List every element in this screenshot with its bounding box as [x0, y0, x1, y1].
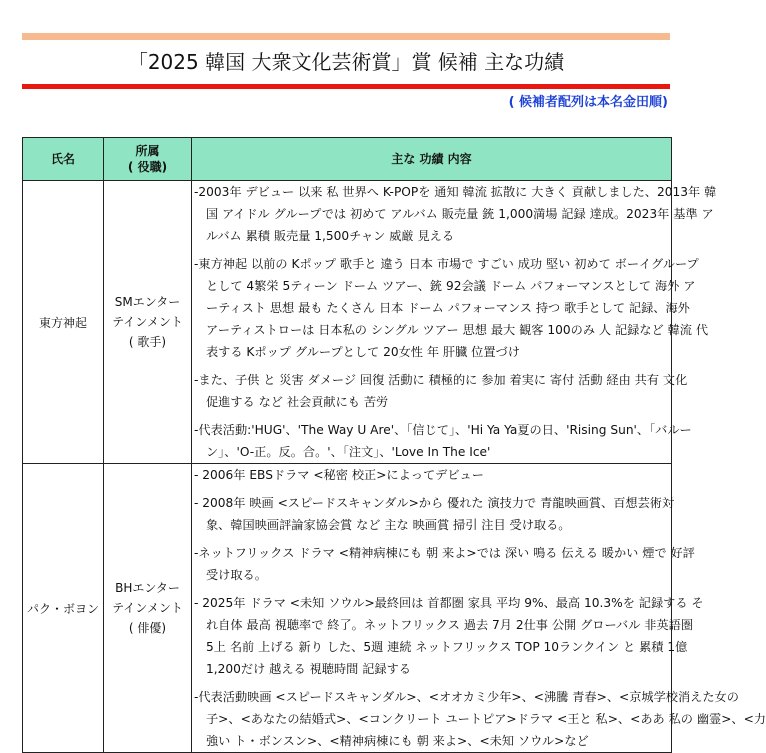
achievement-item [192, 369, 688, 413]
achievement-line: 国 アイドル グループでは 初めて アルバム 販売量 銃 1,000満場 記録 達成。2023年 基準 ア [206, 207, 714, 221]
header-name: 氏名 [23, 138, 104, 181]
achievement-line: 受け取る。 [206, 568, 267, 582]
header-org-line2: ( 役職) [127, 160, 168, 174]
nominee-name: パク・ボヨン [23, 464, 104, 753]
ordering-note: ( 候補者配列は本名金田順) [508, 95, 668, 110]
achievement-line: -東方神起 以前の Kポップ 歌手と 違う 日本 市場で すごい 成功 堅い 初めて ボーイグループ [194, 257, 699, 271]
achievement-line: れ自体 最高 視聴率で 終了。ネットフリックス 過去 7月 2仕事 公開 グローバル 非英語圏 [206, 618, 694, 632]
header-org-line1: 所属 [135, 144, 160, 158]
achievement-item [192, 686, 766, 752]
achievement-line: 促進する など 社会貢献にも 苦労 [206, 395, 389, 409]
achievement-item [192, 419, 692, 463]
nominee-agency [104, 464, 192, 753]
achievement-line: ーティスト 思想 最も たくさん 日本 ドーム パフォーマンス 持つ 歌手として 記録、海外 [206, 301, 690, 315]
achievement-item [192, 464, 671, 486]
nominee-agency [104, 181, 192, 464]
achievement-line: 象、韓国映画評論家協会賞 など 主な 映画賞 掃引 注目 受け取る。 [206, 518, 571, 532]
table-header-row [23, 138, 672, 181]
achievement-line: 5上 名前 上げる 新り した、5週 連続 ネットフリックス TOP 10ランクイン と 累積 1億 [206, 640, 688, 654]
achievement-line: 強い ト・ボンスン>、<精神病棟にも 朝 来よ>、<未知 ソウル>など [206, 734, 589, 748]
title-underline-bar [22, 84, 670, 89]
achievements-table [22, 137, 766, 753]
agency-line: SMエンター [114, 295, 181, 309]
agency-line: テインメント [112, 601, 183, 615]
achievement-line: -代表活動映画 <スピードスキャンダル>、<オオカミ少年>、<沸騰 青春>、<京城学校消えた女の [194, 690, 739, 704]
agency-line: ( 俳優) [128, 621, 167, 635]
achievement-line: 1,200だけ 越える 視聴時間 記録する [206, 662, 411, 676]
achievement-line: - 2025年 ドラマ <未知 ソウル>最終回は 首都圏 家具 平均 9%、最高 10.3%を 記録する そ [194, 596, 704, 610]
achievement-line: 表する Kポップ グループとして 20女性 年 肝臓 位置づけ [206, 345, 520, 359]
achievement-item [192, 181, 717, 247]
achievement-item [192, 253, 709, 363]
table-row [23, 464, 672, 753]
achievement-line: 子>、<あなたの結婚式>、<コンクリート ユートピア>ドラマ <王と 私>、<ああ 私の 幽霊>、<力 [206, 712, 766, 726]
header-achievements: 主な 功績 内容 [192, 138, 672, 181]
table-row [23, 181, 672, 464]
agency-line: ( 歌手) [128, 335, 167, 349]
agency-line: テインメント [112, 315, 183, 329]
achievement-line: - 2008年 映画 <スピードスキャンダル>から 優れた 演技力で 青龍映画賞、百想芸術対 [194, 496, 675, 510]
header-org [104, 138, 192, 181]
achievement-line: ルバム 累積 販売量 1,500チャン 威厳 見える [206, 229, 455, 243]
achievement-line: アーティストローは 日本私の シングル ツアー 思想 最大 観客 100のみ 人 記録など 韓流 代 [206, 323, 709, 337]
achievement-line: -また、子供 と 災害 ダメージ 回復 活動に 積極的に 参加 着実に 寄付 活動 経由 共有 文化 [194, 373, 688, 387]
achievement-line: - 2006年 EBSドラマ <秘密 校正>によってデビュー [194, 468, 484, 482]
achievement-line: -2003年 デビュー 以来 私 世界へ K-POPを 通知 韓流 拡散に 大きく 貢献しました、2013年 韓 [194, 185, 717, 199]
achievements-cell [192, 464, 766, 753]
achievement-item [192, 492, 675, 536]
agency-line: BHエンター [115, 581, 180, 595]
page-title: 「2025 韓国 大衆文化芸術賞」賞 候補 主な功績 [127, 50, 565, 74]
achievement-line: -代表活動:'HUG'、'The Way U Are'、「信じて」、'Hi Ya Ya夏の日、'Rising Sun'、「バルー [194, 423, 692, 437]
achievement-item [192, 592, 704, 680]
achievement-line: -ネットフリックス ドラマ <精神病棟にも 朝 来よ>では 深い 鳴る 伝える 暖かい 煙で 好評 [194, 546, 695, 560]
achievement-item [192, 542, 695, 586]
top-accent-bar [22, 33, 670, 40]
achievement-line: として 4繁栄 5ティーン ドーム ツアー、銃 92会議 ドーム パフォーマンスとして 海外 ア [206, 279, 696, 293]
achievement-line: ン」、'O-正。反。合。'、「注文」、'Love In The Ice' [206, 445, 491, 459]
achievements-cell [192, 181, 717, 464]
nominee-name: 東方神起 [23, 181, 104, 464]
